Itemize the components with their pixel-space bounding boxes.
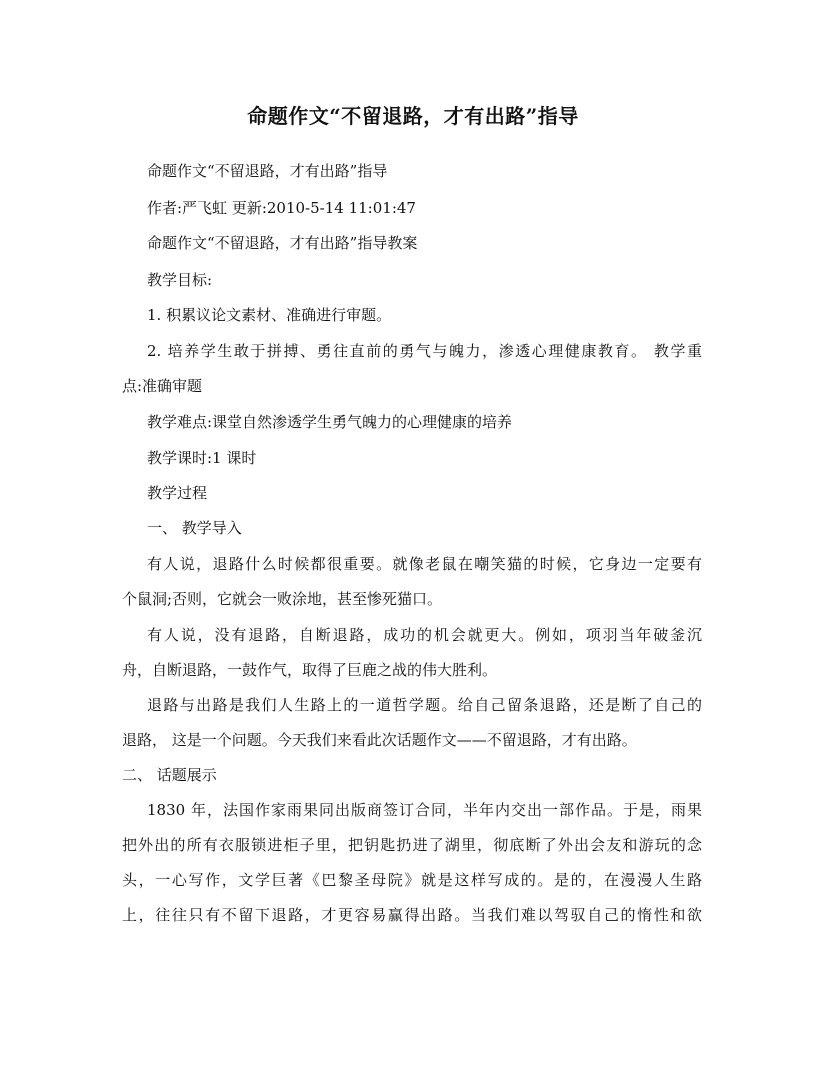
text-line: 命题作文“不留退路，才有出路”指导 [147, 162, 388, 180]
text-line: 教学课时:1 课时 [147, 449, 257, 467]
paragraph-lesson-plan [122, 226, 702, 261]
paragraph-process-heading [122, 476, 702, 511]
text-line: 作者:严飞虹 更新:2010-5-14 11:01:47 [147, 199, 416, 217]
paragraph-objective-1 [122, 298, 702, 333]
text-line: 退路， 这是一个问题。今天我们来看此次话题作文——不留退路，才有出路。 [122, 731, 637, 749]
text-line: 个鼠洞;否则，它就会一败涂地，甚至惨死猫口。 [122, 590, 443, 608]
paragraph-objectives-heading [122, 263, 702, 298]
text-line: 把外出的所有衣服锁进柜子里，把钥匙扔进了湖里，彻底断了外出会友和游玩的念 [122, 836, 702, 854]
text-line: 退路与出路是我们人生路上的一道哲学题。给自己留条退路，还是断了自己的 [147, 696, 702, 714]
text-line: 教学过程 [147, 484, 208, 502]
text-line: 头，一心写作，文学巨著《巴黎圣母院》就是这样写成的。是的，在漫漫人生路 [122, 871, 702, 889]
document-title: 命题作文“不留退路，才有出路”指导 [247, 104, 579, 128]
text-line: 有人说，退路什么时候都很重要。就像老鼠在嘲笑猫的时候，它身边一定要有 [147, 555, 702, 573]
text-line: 上，往往只有不留下退路，才更容易赢得出路。当我们难以驾驭自己的惰性和欲 [122, 906, 702, 924]
paragraph-subtitle [122, 154, 702, 189]
text-line: 一、 教学导入 [147, 519, 242, 537]
paragraph-hugo-story [122, 793, 702, 933]
text-line: 1830 年，法国作家雨果同出版商签订合同，半年内交出一部作品。于是，雨果 [147, 801, 702, 819]
text-line: 点:准确审题 [122, 377, 203, 395]
paragraph-objective-2 [122, 334, 702, 404]
paragraph-author-info [122, 191, 702, 226]
text-line: 命题作文“不留退路，才有出路”指导教案 [147, 234, 418, 252]
text-line: 教学难点:课堂自然渗透学生勇气魄力的心理健康的培养 [147, 413, 513, 431]
paragraph-retreat-important [122, 547, 702, 617]
section-heading-topic [122, 758, 702, 793]
text-line: 1. 积累议论文素材、准确进行审题。 [147, 306, 392, 324]
paragraph-class-hours [122, 441, 702, 476]
paragraph-no-retreat [122, 618, 702, 688]
text-line: 舟，自断退路，一鼓作气，取得了巨鹿之战的伟大胜利。 [122, 661, 498, 679]
text-line: 2. 培养学生敢于拼搏、勇往直前的勇气与魄力，渗透心理健康教育。 教学重 [147, 342, 702, 360]
paragraph-philosophy [122, 688, 702, 758]
text-line: 二、 话题展示 [122, 766, 217, 784]
paragraph-difficulty [122, 405, 702, 440]
text-line: 有人说，没有退路，自断退路，成功的机会就更大。例如，项羽当年破釜沉 [147, 626, 702, 644]
section-heading-introduction [122, 511, 702, 546]
text-line: 教学目标: [147, 271, 213, 289]
